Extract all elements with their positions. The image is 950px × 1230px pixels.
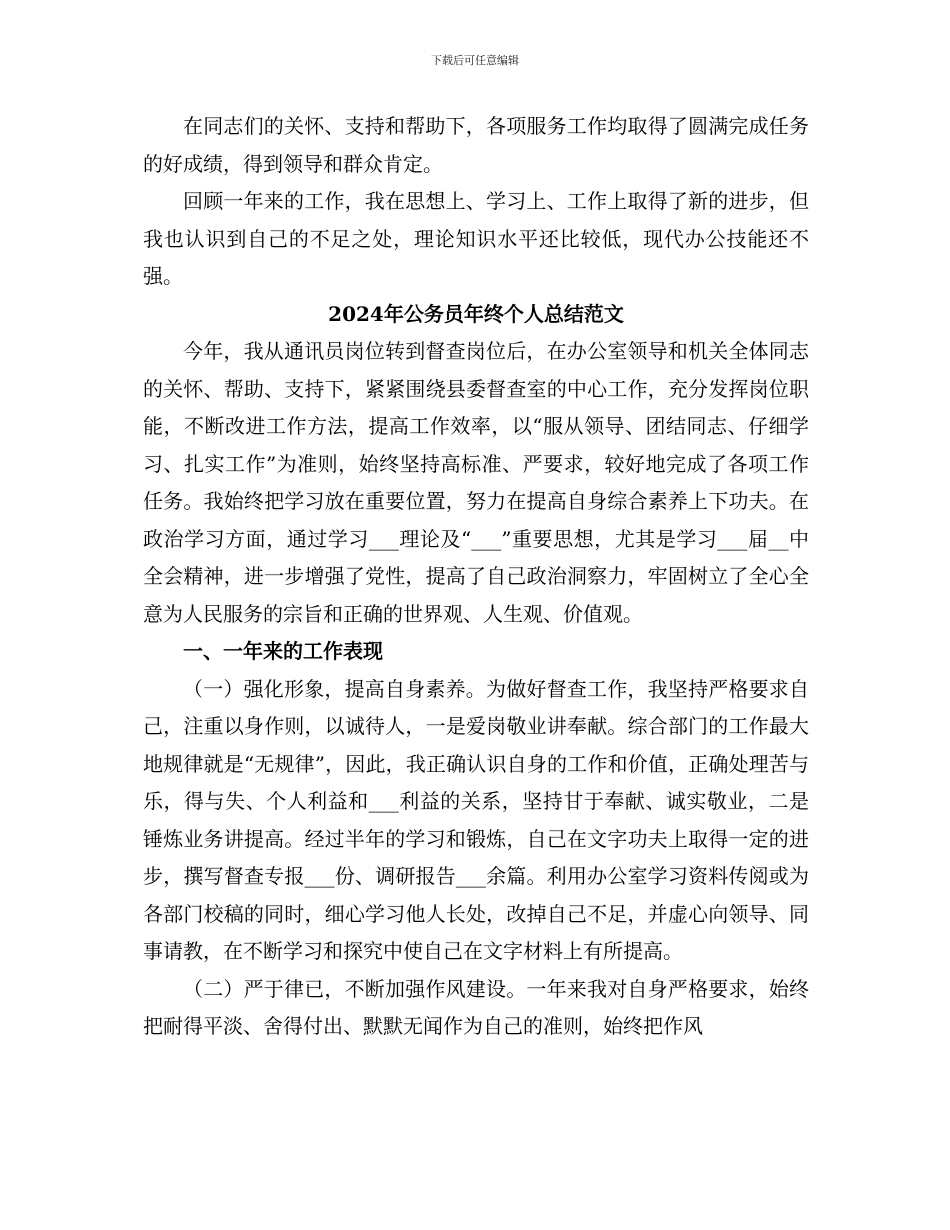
document-body (143, 108, 809, 1046)
section-heading: 一、一年来的工作表现 (183, 639, 383, 663)
section-paragraph-2: （二）严于律已，不断加强作风建设。一年来我对自身严格要求，始终把耐得平淡、舍得付出、默默无闻作为自己的准则，始终把作风 (143, 976, 809, 1038)
document-title: 2024年公务员年终个人总结范文 (328, 301, 624, 326)
intro-paragraph-2: 回顾一年来的工作，我在思想上、学习上、工作上取得了新的进步，但我也认识到自己的不足之处，理论知识水平还比较低，现代办公技能还不强。 (143, 189, 809, 288)
body-paragraph-1: 今年，我从通讯员岗位转到督查岗位后，在办公室领导和机关全体同志的关怀、帮助、支持下，紧紧围绕县委督查室的中心工作，充分发挥岗位职能，不断改进工作方法，提高工作效率，以“服从领导、团结同志、仔细学习、扎实工作”为准则，始终坚持高标准、严要求，较好地完成了各项工作任务。我始终把学习放在重要位置，努力在提高自身综合素养上下功夫。在政治学习方面，通过学习___理论及“___”重要思想，尤其是学习___届__中全会精神，进一步增强了党性，提高了自己政治洞察力，牢固树立了全心全意为人民服务的宗旨和正确的世界观、人生观、价值观。 (143, 339, 809, 626)
section-paragraph-1: （一）强化形象，提高自身素养。为做好督查工作，我坚持严格要求自己，注重以身作则，以诚待人，一是爱岗敬业讲奉献。综合部门的工作最大地规律就是“无规律”，因此，我正确认识自身的工作和价值，正确处理苦与乐，得与失、个人利益和___利益的关系，坚持甘于奉献、诚实敬业，二是锤炼业务讲提高。经过半年的学习和锻炼，自己在文字功夫上取得一定的进步，撰写督查专报___份、调研报告___余篇。利用办公室学习资料传阅或为各部门校稿的同时，细心学习他人长处，改掉自己不足，并虚心向领导、同事请教，在不断学习和探究中使自己在文字材料上有所提高。 (143, 676, 809, 963)
page-header-note: 下载后可任意编辑 (431, 54, 519, 67)
intro-paragraph-1: 在同志们的关怀、支持和帮助下，各项服务工作均取得了圆满完成任务的好成绩，得到领导和群众肯定。 (143, 114, 809, 176)
